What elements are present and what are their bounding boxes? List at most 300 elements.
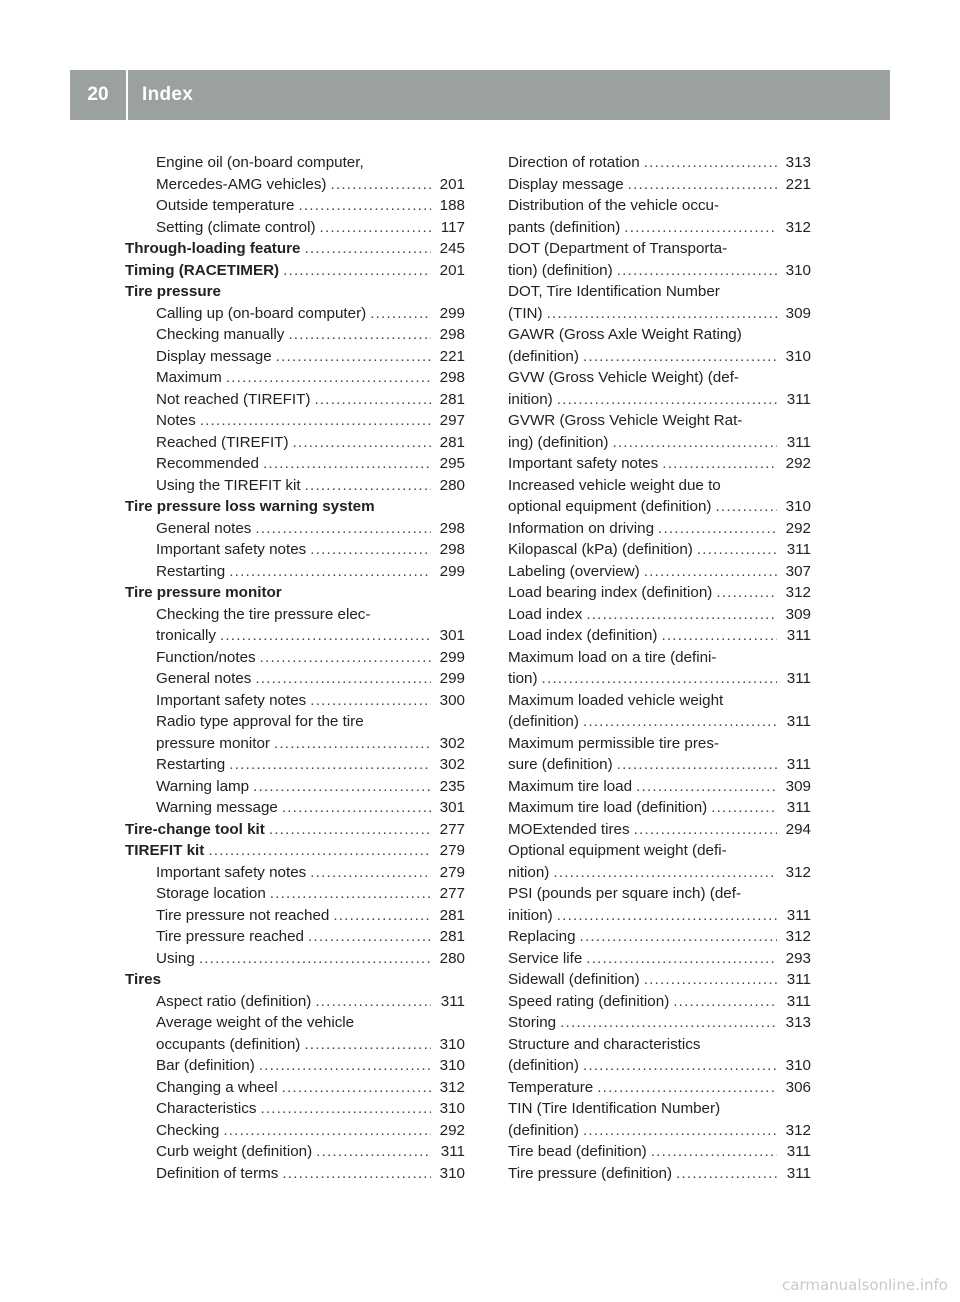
entry-page-number: 245 xyxy=(439,240,465,257)
index-entry xyxy=(508,991,811,1013)
index-entry xyxy=(125,432,465,454)
dot-leader xyxy=(220,625,431,647)
entry-label: Temperature xyxy=(508,1078,594,1096)
entry-label: TIN (Tire Identification Number) xyxy=(508,1100,721,1117)
index-entry xyxy=(508,582,811,604)
entry-page-number: 312 xyxy=(785,584,811,601)
entry-label: Important safety notes xyxy=(156,691,307,709)
entry-page-number: 299 xyxy=(439,670,465,687)
index-entry xyxy=(125,217,465,239)
entry-label: Direction of rotation xyxy=(508,154,640,171)
entry-label: Changing a wheel xyxy=(156,1078,278,1096)
index-entry xyxy=(125,733,465,755)
entry-page-number: 311 xyxy=(786,799,811,816)
dot-leader xyxy=(199,948,431,970)
dot-leader xyxy=(282,1077,431,1099)
entry-label: Tires xyxy=(125,971,162,988)
entry-page-number: 277 xyxy=(439,820,465,838)
entry-label: Service life xyxy=(508,949,583,967)
entry-label: Average weight of the vehicle xyxy=(156,1014,355,1031)
entry-page-number: 201 xyxy=(439,175,465,193)
entry-label: Notes xyxy=(156,412,196,429)
entry-label: Replacing xyxy=(508,928,576,945)
dot-leader xyxy=(229,754,431,776)
entry-page-number: 311 xyxy=(786,1143,811,1160)
dot-leader xyxy=(260,647,431,669)
page-number: 20 xyxy=(87,84,109,105)
entry-label: Radio type approval for the tire xyxy=(156,713,364,730)
index-entry xyxy=(125,389,465,411)
index-entry xyxy=(508,281,811,303)
entry-label: Outside temperature xyxy=(156,197,295,214)
dot-leader xyxy=(320,217,431,239)
entry-label: PSI (pounds per square inch) (def- xyxy=(508,885,741,902)
index-entry xyxy=(508,346,811,368)
entry-label: Maximum xyxy=(156,369,222,386)
index-entry xyxy=(125,453,465,475)
entry-page-number: 292 xyxy=(785,455,811,472)
index-entry xyxy=(508,647,811,669)
index-heading xyxy=(125,582,465,604)
entry-page-number: 310 xyxy=(785,1057,811,1074)
dot-leader xyxy=(651,1141,777,1163)
index-entry xyxy=(508,668,811,690)
entry-label: Important safety notes xyxy=(156,541,307,558)
entry-label: pants (definition) xyxy=(508,218,621,236)
entry-label: Maximum load on a tire (defini- xyxy=(508,648,717,666)
entry-label: Labeling (overview) xyxy=(508,562,640,580)
index-heading xyxy=(125,260,465,282)
entry-label: Curb weight (definition) xyxy=(156,1143,313,1160)
index-entry xyxy=(125,1163,465,1185)
entry-label: Display message xyxy=(508,175,624,193)
entry-label: Display message xyxy=(156,347,272,365)
index-entry xyxy=(508,410,811,432)
entry-page-number: 281 xyxy=(439,433,465,451)
entry-label: Tire pressure loss warning system xyxy=(125,498,375,515)
entry-label: Recommended xyxy=(156,455,259,472)
index-heading xyxy=(125,281,465,303)
entry-page-number: 281 xyxy=(439,906,465,924)
dot-leader xyxy=(260,1098,431,1120)
index-entry xyxy=(508,926,811,948)
entry-page-number: 294 xyxy=(785,820,811,838)
dot-leader xyxy=(330,174,431,196)
entry-label: DOT, Tire Identification Number xyxy=(508,283,720,300)
entry-page-number: 297 xyxy=(439,412,465,429)
entry-label: Function/notes xyxy=(156,648,256,666)
index-entry xyxy=(125,367,465,389)
entry-label: Characteristics xyxy=(156,1100,257,1117)
entry-label: Optional equipment weight (defi- xyxy=(508,842,727,859)
entry-label: Maximum tire load xyxy=(508,777,633,795)
entry-label: ing) (definition) xyxy=(508,433,609,451)
dot-leader xyxy=(716,582,777,604)
entry-label: (definition) xyxy=(508,1121,579,1139)
dot-leader xyxy=(697,539,777,561)
entry-label: Tire pressure monitor xyxy=(125,584,282,601)
dot-leader xyxy=(255,518,431,540)
entry-page-number: 292 xyxy=(439,1121,465,1139)
entry-label: inition) xyxy=(508,390,553,408)
entry-label: Information on driving xyxy=(508,519,655,537)
index-entry xyxy=(508,690,811,712)
index-entry xyxy=(508,174,811,196)
dot-leader xyxy=(628,174,777,196)
dot-leader xyxy=(276,346,431,368)
entry-page-number: 117 xyxy=(440,218,465,236)
entry-page-number: 293 xyxy=(785,949,811,967)
entry-label: Checking the tire pressure elec- xyxy=(156,605,371,623)
dot-leader xyxy=(583,1120,777,1142)
index-entry xyxy=(125,668,465,690)
dot-leader xyxy=(310,539,431,561)
index-entry xyxy=(125,1055,465,1077)
index-entry xyxy=(125,776,465,798)
index-entry xyxy=(508,776,811,798)
dot-leader xyxy=(676,1163,777,1185)
dot-leader xyxy=(636,776,777,798)
dot-leader xyxy=(274,733,431,755)
index-entry xyxy=(508,733,811,755)
dot-leader xyxy=(586,604,777,626)
index-entry xyxy=(125,711,465,733)
index-heading xyxy=(125,840,465,862)
entry-page-number: 299 xyxy=(439,304,465,322)
entry-label: Structure and characteristics xyxy=(508,1035,701,1053)
index-entry xyxy=(125,1141,465,1163)
entry-label: (TIN) xyxy=(508,304,543,322)
entry-page-number: 312 xyxy=(785,218,811,236)
index-entry xyxy=(125,647,465,669)
entry-page-number: 307 xyxy=(785,562,811,580)
dot-leader xyxy=(644,969,777,991)
entry-page-number: 221 xyxy=(785,175,811,193)
entry-label: Storing xyxy=(508,1014,557,1031)
index-entry xyxy=(508,432,811,454)
dot-leader xyxy=(314,389,431,411)
dot-leader xyxy=(553,862,777,884)
dot-leader xyxy=(253,776,431,798)
dot-leader xyxy=(259,1055,431,1077)
entry-label: Important safety notes xyxy=(156,863,307,881)
entry-label: Load index xyxy=(508,605,583,623)
entry-page-number: 298 xyxy=(439,541,465,558)
dot-leader xyxy=(308,926,431,948)
section-title: Index xyxy=(142,84,194,105)
dot-leader xyxy=(661,625,777,647)
index-entry xyxy=(508,625,811,647)
entry-label: GVWR (Gross Vehicle Weight Rat- xyxy=(508,412,743,429)
index-entry xyxy=(508,1120,811,1142)
dot-leader xyxy=(283,260,431,282)
entry-label: tronically xyxy=(156,627,216,644)
index-column-left xyxy=(125,152,465,1184)
index-entry xyxy=(508,840,811,862)
entry-label: Speed rating (definition) xyxy=(508,992,670,1010)
entry-page-number: 302 xyxy=(439,756,465,773)
entry-label: Not reached (TIREFIT) xyxy=(156,390,311,408)
dot-leader xyxy=(580,926,777,948)
index-entry xyxy=(508,1012,811,1034)
entry-label: Warning message xyxy=(156,799,278,816)
entry-label: Distribution of the vehicle occu- xyxy=(508,197,720,214)
index-entry xyxy=(508,969,811,991)
entry-label: Maximum permissible tire pres- xyxy=(508,734,719,752)
dot-leader xyxy=(282,1163,431,1185)
dot-leader xyxy=(634,819,777,841)
index-entry xyxy=(508,518,811,540)
entry-page-number: 301 xyxy=(439,627,465,644)
entry-label: General notes xyxy=(156,519,252,537)
dot-leader xyxy=(270,883,431,905)
entry-label: Warning lamp xyxy=(156,777,250,795)
dot-leader xyxy=(583,1055,777,1077)
entry-page-number: 279 xyxy=(439,863,465,881)
entry-page-number: 311 xyxy=(786,756,811,773)
dot-leader xyxy=(586,948,777,970)
entry-label: Through-loading feature xyxy=(125,240,301,257)
index-entry xyxy=(508,1034,811,1056)
entry-page-number: 299 xyxy=(439,562,465,580)
entry-page-number: 310 xyxy=(785,347,811,365)
index-column-right xyxy=(508,152,811,1184)
index-entry xyxy=(508,561,811,583)
index-entry xyxy=(125,926,465,948)
index-entry xyxy=(508,152,811,174)
index-entry xyxy=(125,625,465,647)
dot-leader xyxy=(597,1077,777,1099)
dot-leader xyxy=(612,432,777,454)
entry-page-number: 281 xyxy=(439,928,465,945)
entry-page-number: 312 xyxy=(439,1078,465,1096)
index-entry xyxy=(508,217,811,239)
entry-page-number: 201 xyxy=(439,261,465,279)
dot-leader xyxy=(315,991,431,1013)
dot-leader xyxy=(644,152,777,174)
dot-leader xyxy=(662,453,777,475)
dot-leader xyxy=(305,238,432,260)
index-entry xyxy=(508,1141,811,1163)
entry-label: GVW (Gross Vehicle Weight) (def- xyxy=(508,369,739,386)
index-entry xyxy=(508,324,811,346)
index-entry xyxy=(125,475,465,497)
entry-page-number: 280 xyxy=(439,476,465,494)
index-entry xyxy=(125,905,465,927)
entry-label: sure (definition) xyxy=(508,756,613,773)
entry-page-number: 312 xyxy=(785,1121,811,1139)
index-heading xyxy=(125,819,465,841)
dot-leader xyxy=(229,561,431,583)
entry-page-number: 298 xyxy=(439,519,465,537)
dot-leader xyxy=(304,1034,431,1056)
entry-page-number: 302 xyxy=(439,734,465,752)
entry-page-number: 311 xyxy=(440,1143,465,1160)
entry-page-number: 312 xyxy=(785,863,811,881)
dot-leader xyxy=(208,840,431,862)
index-entry xyxy=(508,260,811,282)
entry-label: Calling up (on-board computer) xyxy=(156,304,367,322)
entry-page-number: 310 xyxy=(439,1057,465,1074)
dot-leader xyxy=(715,496,777,518)
index-entry xyxy=(125,324,465,346)
entry-page-number: 311 xyxy=(786,433,811,451)
dot-leader xyxy=(223,1120,431,1142)
entry-page-number: 310 xyxy=(439,1164,465,1182)
index-entry xyxy=(508,367,811,389)
entry-page-number: 313 xyxy=(785,154,811,171)
entry-label: nition) xyxy=(508,863,550,881)
index-entry xyxy=(125,754,465,776)
dot-leader xyxy=(298,195,431,217)
entry-label: Tire-change tool kit xyxy=(125,820,265,838)
index-entry xyxy=(125,174,465,196)
dot-leader xyxy=(557,905,777,927)
entry-label: Maximum tire load (definition) xyxy=(508,799,708,816)
entry-page-number: 281 xyxy=(439,390,465,408)
entry-page-number: 295 xyxy=(439,455,465,472)
index-entry xyxy=(508,711,811,733)
dot-leader xyxy=(263,453,431,475)
entry-label: Using the TIREFIT kit xyxy=(156,476,301,494)
entry-page-number: 309 xyxy=(785,777,811,795)
entry-page-number: 311 xyxy=(786,670,811,687)
entry-page-number: 311 xyxy=(786,541,811,558)
entry-label: Important safety notes xyxy=(508,455,659,472)
dot-leader xyxy=(617,260,777,282)
entry-page-number: 221 xyxy=(439,347,465,365)
dot-leader xyxy=(658,518,777,540)
index-entry xyxy=(125,604,465,626)
dot-leader xyxy=(333,905,431,927)
index-entry xyxy=(508,948,811,970)
dot-leader xyxy=(269,819,431,841)
entry-page-number: 309 xyxy=(785,605,811,623)
entry-page-number: 188 xyxy=(439,197,465,214)
dot-leader xyxy=(624,217,777,239)
index-entry xyxy=(125,690,465,712)
entry-label: inition) xyxy=(508,906,553,924)
index-entry xyxy=(508,883,811,905)
entry-label: Storage location xyxy=(156,885,266,902)
index-entry xyxy=(125,1077,465,1099)
entry-page-number: 311 xyxy=(786,906,811,924)
entry-label: (definition) xyxy=(508,347,579,365)
dot-leader xyxy=(370,303,431,325)
entry-page-number: 312 xyxy=(785,928,811,945)
entry-label: Setting (climate control) xyxy=(156,218,316,236)
entry-page-number: 310 xyxy=(439,1100,465,1117)
entry-label: Sidewall (definition) xyxy=(508,971,640,988)
index-entry xyxy=(508,797,811,819)
index-entry xyxy=(125,152,465,174)
index-entry xyxy=(125,862,465,884)
index-entry xyxy=(508,905,811,927)
entry-label: occupants (definition) xyxy=(156,1035,301,1053)
page-header xyxy=(70,70,890,120)
dot-leader xyxy=(305,475,431,497)
dot-leader xyxy=(200,410,431,432)
dot-leader xyxy=(288,324,431,346)
index-entry xyxy=(125,883,465,905)
index-entry xyxy=(508,754,811,776)
entry-label: tion) xyxy=(508,670,538,687)
entry-label: Bar (definition) xyxy=(156,1057,255,1074)
entry-label: Increased vehicle weight due to xyxy=(508,476,721,494)
index-entry xyxy=(125,991,465,1013)
entry-label: (definition) xyxy=(508,1057,579,1074)
entry-label: Tire pressure not reached xyxy=(156,906,330,924)
index-entry xyxy=(508,475,811,497)
index-entry xyxy=(508,238,811,260)
entry-page-number: 310 xyxy=(785,498,811,515)
entry-page-number: 300 xyxy=(439,691,465,709)
entry-label: (definition) xyxy=(508,713,579,730)
dot-leader xyxy=(560,1012,777,1034)
entry-label: DOT (Department of Transporta- xyxy=(508,240,728,257)
entry-label: Tire bead (definition) xyxy=(508,1143,647,1160)
dot-leader xyxy=(583,711,777,733)
entry-label: Aspect ratio (definition) xyxy=(156,992,312,1010)
index-entry xyxy=(508,604,811,626)
index-entry xyxy=(508,539,811,561)
dot-leader xyxy=(282,797,431,819)
entry-page-number: 311 xyxy=(786,390,811,408)
entry-label: tion) (definition) xyxy=(508,261,613,279)
entry-label: Tire pressure xyxy=(125,283,221,300)
index-entry xyxy=(125,518,465,540)
index-heading xyxy=(125,238,465,260)
entry-page-number: 299 xyxy=(439,648,465,666)
dot-leader xyxy=(255,668,431,690)
entry-label: Reached (TIREFIT) xyxy=(156,433,289,451)
index-entry xyxy=(125,561,465,583)
entry-page-number: 311 xyxy=(440,992,465,1010)
entry-label: optional equipment (definition) xyxy=(508,498,712,515)
entry-page-number: 301 xyxy=(439,799,465,816)
dot-leader xyxy=(644,561,777,583)
entry-label: Checking xyxy=(156,1121,220,1139)
entry-label: TIREFIT kit xyxy=(125,842,205,859)
index-entry xyxy=(508,1098,811,1120)
index-entry xyxy=(508,303,811,325)
index-entry xyxy=(125,1098,465,1120)
entry-page-number: 311 xyxy=(786,1164,811,1182)
entry-label: General notes xyxy=(156,670,252,687)
entry-label: pressure monitor xyxy=(156,734,270,752)
entry-page-number: 280 xyxy=(439,949,465,967)
index-heading xyxy=(125,969,465,991)
entry-page-number: 310 xyxy=(785,261,811,279)
entry-label: Tire pressure reached xyxy=(156,928,305,945)
index-entry xyxy=(125,1120,465,1142)
dot-leader xyxy=(293,432,432,454)
dot-leader xyxy=(673,991,777,1013)
index-entry xyxy=(508,862,811,884)
dot-leader xyxy=(316,1141,431,1163)
entry-label: Mercedes-AMG vehicles) xyxy=(156,175,327,193)
entry-label: Load index (definition) xyxy=(508,627,658,644)
index-entry xyxy=(125,797,465,819)
dot-leader xyxy=(583,346,777,368)
entry-page-number: 311 xyxy=(786,971,811,988)
entry-label: Using xyxy=(156,949,195,967)
entry-page-number: 298 xyxy=(439,326,465,343)
index-entry xyxy=(125,346,465,368)
index-entry xyxy=(508,195,811,217)
entry-label: Restarting xyxy=(156,756,226,773)
index-entry xyxy=(508,389,811,411)
